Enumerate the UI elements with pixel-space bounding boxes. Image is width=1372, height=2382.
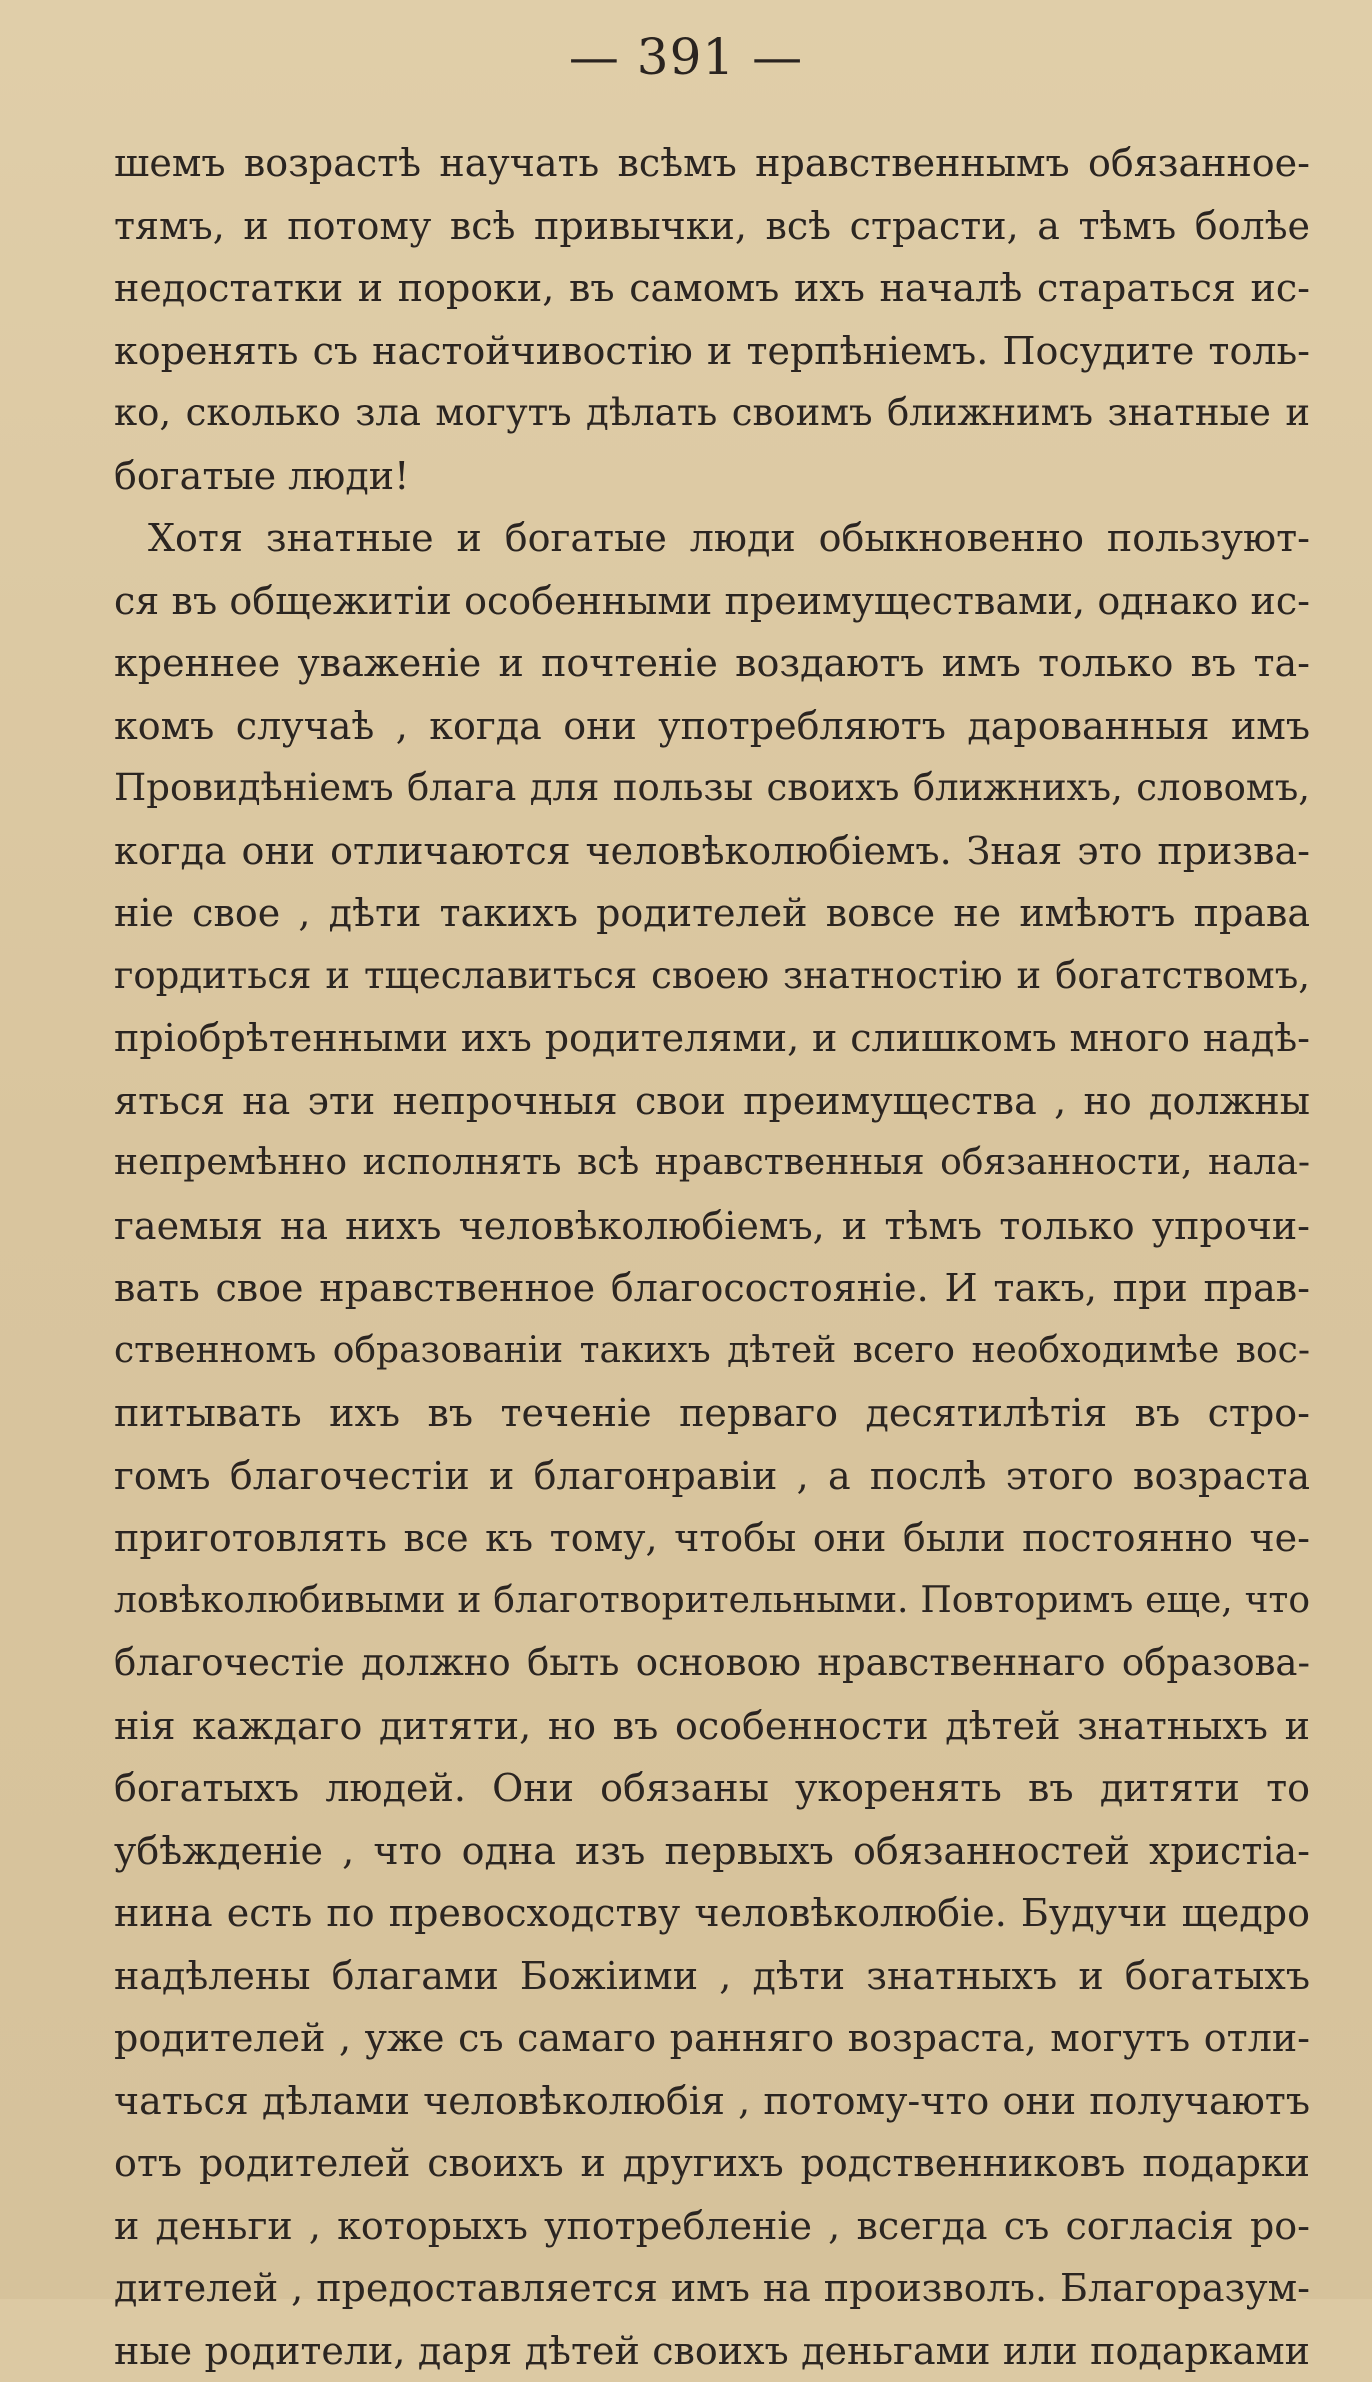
text-line: гаемыя на нихъ человѣколюбiемъ, и тѣмъ только упрочи- [114, 1195, 1310, 1258]
text-line: Провидѣнiемъ блага для пользы своихъ ближнихъ, словомъ, [114, 757, 1310, 820]
text-line: родителей , уже съ самаго ранняго возраста, могутъ отли- [114, 2007, 1310, 2070]
text-line: ловѣколюбивыми и благотворительными. Повторимъ еще, что [114, 1570, 1310, 1633]
text-line: нина есть по превосходству человѣколюбiе. Будучи щедро [114, 1882, 1310, 1945]
text-line: прiобрѣтенными ихъ родителями, и слишкомъ много надѣ- [114, 1007, 1310, 1070]
text-line: благочестiе должно быть основою нравственнаго образова- [114, 1632, 1310, 1695]
text-line: нiя каждаго дитяти, но въ особенности дѣтей знатныхъ и [114, 1695, 1310, 1758]
text-line: когда они отличаются человѣколюбiемъ. Зная это призва- [114, 820, 1310, 883]
text-line: ственномъ образованiи такихъ дѣтей всего необходимѣе вос- [114, 1320, 1310, 1383]
text-line: коренять съ настойчивостiю и терпѣнiемъ. Посудите толь- [114, 320, 1310, 383]
text-line: и деньги , которыхъ употребленiе , всегда съ согласiя ро- [114, 2195, 1310, 2258]
text-line: яться на эти непрочныя свои преимущества , но должны [114, 1070, 1310, 1133]
text-line: богатыхъ людей. Они обязаны укоренять въ дитяти то [114, 1757, 1310, 1820]
text-line: ные родители, даря дѣтей своихъ деньгами или подарками [114, 2320, 1310, 2382]
text-line: креннее уваженiе и почтенiе воздаютъ имъ только въ та- [114, 632, 1310, 695]
text-line: чаться дѣлами человѣколюбiя , потому-что они получаютъ [114, 2070, 1310, 2133]
text-line: гомъ благочестiи и благонравiи , а послѣ этого возраста [114, 1445, 1310, 1508]
text-line: вать свое нравственное благосостоянiе. И такъ, при прав- [114, 1257, 1310, 1320]
text-line: непремѣнно исполнять всѣ нравственныя обязанности, нала- [114, 1132, 1310, 1195]
text-line: надѣлены благами Божiими , дѣти знатныхъ и богатыхъ [114, 1945, 1310, 2008]
text-line: ся въ общежитiи особенными преимуществами, однако ис- [114, 570, 1310, 633]
text-line: шемъ возрастѣ научать всѣмъ нравственнымъ обязанное- [114, 132, 1310, 195]
text-line: богатые люди! [114, 445, 1310, 508]
text-line: комъ случаѣ , когда они употребляютъ дарованныя имъ [114, 695, 1310, 758]
text-line: убѣжденiе , что одна изъ первыхъ обязанностей христiа- [114, 1820, 1310, 1883]
page-number: — 391 — [0, 28, 1372, 86]
text-line: тямъ, и потому всѣ привычки, всѣ страсти, а тѣмъ болѣе [114, 195, 1310, 258]
text-line: приготовлять все къ тому, чтобы они были постоянно че- [114, 1507, 1310, 1570]
paragraph-first-line: Хотя знатные и богатые люди обыкновенно пользуют- [114, 507, 1310, 570]
text-line: отъ родителей своихъ и другихъ родственниковъ подарки [114, 2132, 1310, 2195]
text-line: ко, сколько зла могутъ дѣлать своимъ ближнимъ знатные и [114, 382, 1310, 445]
text-line: дителей , предоставляется имъ на произволъ. Благоразум- [114, 2257, 1310, 2320]
text-line: недостатки и пороки, въ самомъ ихъ началѣ стараться ис- [114, 257, 1310, 320]
text-line: гордиться и тщеславиться своею знатностiю и богатствомъ, [114, 945, 1310, 1008]
text-line: питывать ихъ въ теченiе перваго десятилѣтiя въ стро- [114, 1382, 1310, 1445]
body-text [114, 132, 1310, 2382]
text-line: нiе свое , дѣти такихъ родителей вовсе не имѣютъ права [114, 882, 1310, 945]
